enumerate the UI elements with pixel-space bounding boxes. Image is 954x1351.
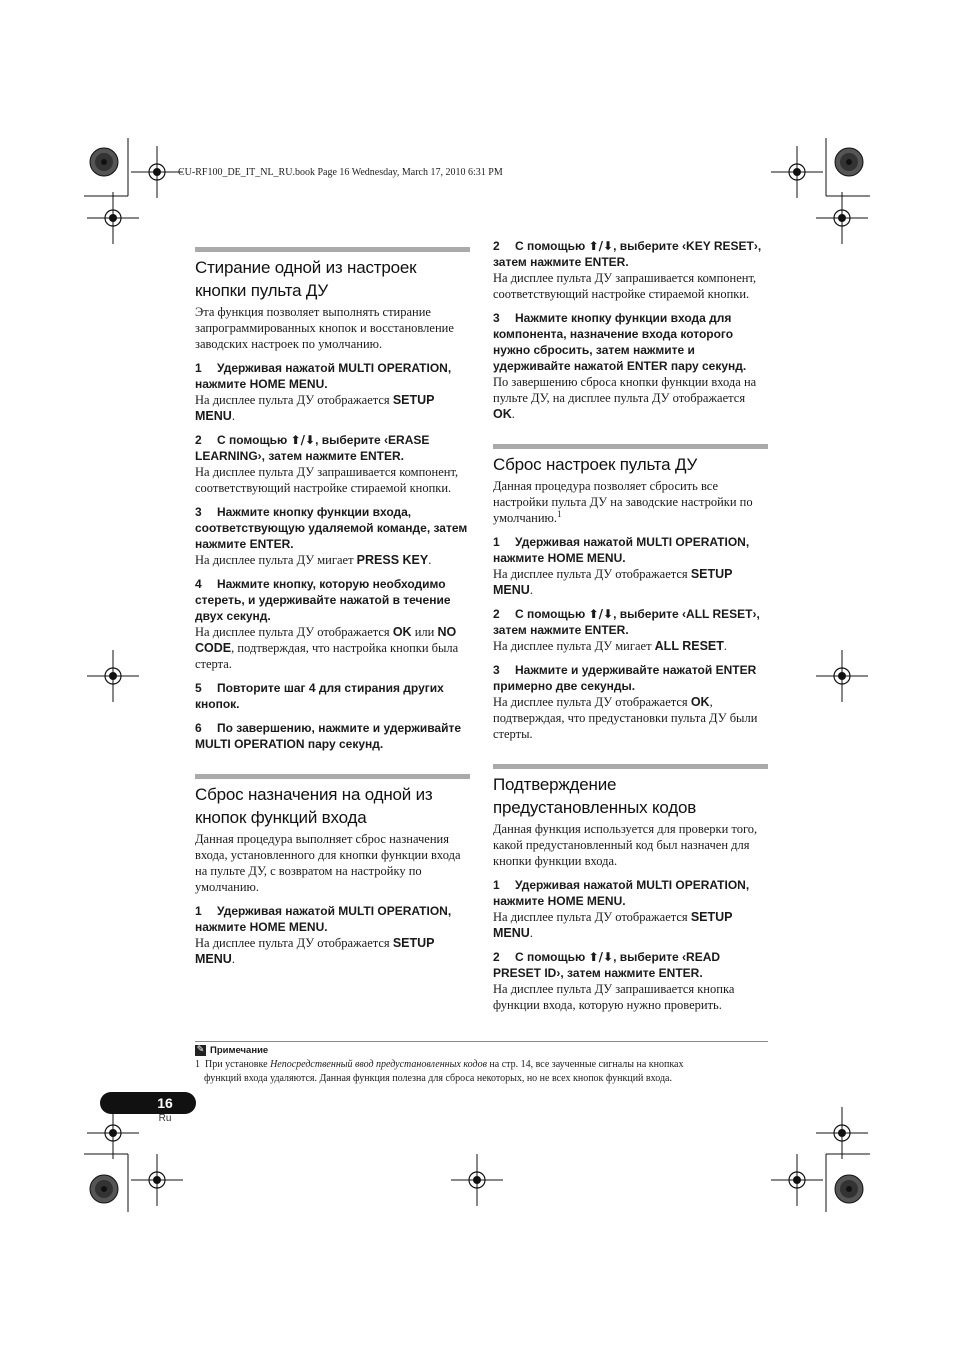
step-2: 2 С помощью ⬆/⬇, выберите ‹KEY RESET›, затем нажмите ENTER. bbox=[493, 239, 762, 269]
step-6: 6 По завершению, нажмите и удерживайте MULTI OPERATION пару секунд. bbox=[195, 721, 462, 751]
section-divider bbox=[493, 444, 768, 449]
up-down-arrow-icon: ⬆/⬇ bbox=[588, 950, 614, 964]
page-number-tab bbox=[100, 1092, 196, 1114]
up-down-arrow-icon: ⬆/⬇ bbox=[290, 433, 316, 447]
step-1-body: На дисплее пульта ДУ отображается SETUP MENU. bbox=[195, 936, 435, 966]
section-divider bbox=[493, 764, 768, 769]
step-2-body: На дисплее пульта ДУ запрашивается компонент, соответствующий настройке стираемой кнопки. bbox=[493, 271, 757, 301]
section-intro: Эта функция позволяет выполнять стирание запрограммированных кнопок и восстановление заводских настроек по умолчанию. bbox=[195, 305, 454, 351]
footnote-text: 1 При установке Непосредственный ввод предустановленных кодов на стр. 14, все заученные сигналы на кнопках функций входа удаляются. Данная функция полезна для сброса некоторых, но не всех кнопок функций входа. bbox=[195, 1059, 684, 1084]
step-3: 3 Нажмите кнопку функции входа для компонента, назначение входа которого нужно сбросить, затем нажмите и удерживайте нажатой ENTER пару секунд. bbox=[493, 311, 747, 373]
section-title-confirm-codes: Подтверждение предустановленных кодов bbox=[493, 775, 697, 817]
note-pencil-icon: ✎ bbox=[196, 1045, 205, 1055]
step-1: 1 Удерживая нажатой MULTI OPERATION, нажмите HOME MENU. bbox=[493, 535, 750, 565]
step-2-body: На дисплее пульта ДУ запрашивается кнопка функции входа, которую нужно проверить. bbox=[493, 982, 735, 1012]
step-5: 5 Повторите шаг 4 для стирания других кнопок. bbox=[195, 681, 444, 711]
step-4: 4 Нажмите кнопку, которую необходимо стереть, и удерживайте нажатой в течение двух секунд. bbox=[195, 577, 451, 623]
step-1-body: На дисплее пульта ДУ отображается SETUP MENU. bbox=[493, 567, 733, 597]
step-2: 2 С помощью ⬆/⬇, выберите ‹READ PRESET ID›, затем нажмите ENTER. bbox=[493, 950, 721, 980]
step-1: 1 Удерживая нажатой MULTI OPERATION, нажмите HOME MENU. bbox=[195, 904, 452, 934]
section-intro: Данная процедура позволяет сбросить все настройки пульта ДУ на заводские настройки по умолчанию.$^1$ bbox=[493, 479, 753, 525]
step-1: 1 Удерживая нажатой MULTI OPERATION, нажмите HOME MENU. bbox=[195, 361, 452, 391]
step-1-body: На дисплее пульта ДУ отображается SETUP MENU. bbox=[195, 393, 435, 423]
footnote-ref: 1 bbox=[557, 508, 562, 519]
step-2-body: На дисплее пульта ДУ мигает ALL RESET. bbox=[493, 639, 728, 653]
step-2: 2 С помощью ⬆/⬇, выберите ‹ALL RESET›, затем нажмите ENTER. bbox=[493, 607, 760, 637]
right-column bbox=[493, 238, 768, 1013]
note-heading: ✎ Примечание bbox=[196, 1045, 269, 1056]
step-3: 3 Нажмите и удерживайте нажатой ENTER примерно две секунды. bbox=[493, 663, 757, 693]
up-down-arrow-icon: ⬆/⬇ bbox=[588, 607, 614, 621]
step-2: 2 С помощью ⬆/⬇, выберите ‹ERASE LEARNING›, затем нажмите ENTER. bbox=[195, 433, 430, 463]
step-3-body: На дисплее пульта ДУ отображается OK, подтверждая, что предустановки пульта ДУ были стерты. bbox=[493, 695, 758, 741]
left-column bbox=[195, 247, 470, 967]
step-3-body: На дисплее пульта ДУ мигает PRESS KEY. bbox=[195, 553, 432, 567]
step-2-body: На дисплее пульта ДУ запрашивается компонент, соответствующий настройке стираемой кнопки. bbox=[195, 465, 459, 495]
footnote-area bbox=[195, 1041, 768, 1086]
section-title-reset-remote: Сброс настроек пульта ДУ bbox=[493, 455, 698, 474]
section-intro: Данная функция используется для проверки того, какой предустановленный код был назначен для кнопки функции входа. bbox=[493, 822, 758, 868]
step-3-body: По завершению сброса кнопки функции входа на пульте ДУ, на дисплее пульта ДУ отображается OK. bbox=[493, 375, 757, 421]
section-divider bbox=[195, 774, 470, 779]
up-down-arrow-icon: ⬆/⬇ bbox=[588, 239, 614, 253]
section-title-reset-input: Сброс назначения на одной из кнопок функций входа bbox=[195, 785, 433, 827]
section-intro: Данная процедура выполняет сброс назначения входа, установленного для кнопки функции входа на пульте ДУ, с возвратом на настройку по умолчанию. bbox=[195, 832, 461, 894]
section-title-erase-button: Стирание одной из настроек кнопки пульта ДУ bbox=[195, 258, 417, 300]
step-1-body: На дисплее пульта ДУ отображается SETUP MENU. bbox=[493, 910, 733, 940]
step-3: 3 Нажмите кнопку функции входа, соответствующую удаляемой команде, затем нажмите ENTER. bbox=[195, 505, 468, 551]
step-1: 1 Удерживая нажатой MULTI OPERATION, нажмите HOME MENU. bbox=[493, 878, 750, 908]
page-number: 16 bbox=[157, 1095, 173, 1111]
page-language: Ru bbox=[158, 1113, 172, 1124]
step-4-body: На дисплее пульта ДУ отображается OK или NO CODE, подтверждая, что настройка кнопки была стерта. bbox=[195, 625, 459, 671]
section-divider bbox=[195, 247, 470, 252]
footnote-divider bbox=[195, 1041, 768, 1042]
file-header: CU-RF100_DE_IT_NL_RU.book Page 16 Wednesday, March 17, 2010 6:31 PM bbox=[178, 167, 503, 178]
